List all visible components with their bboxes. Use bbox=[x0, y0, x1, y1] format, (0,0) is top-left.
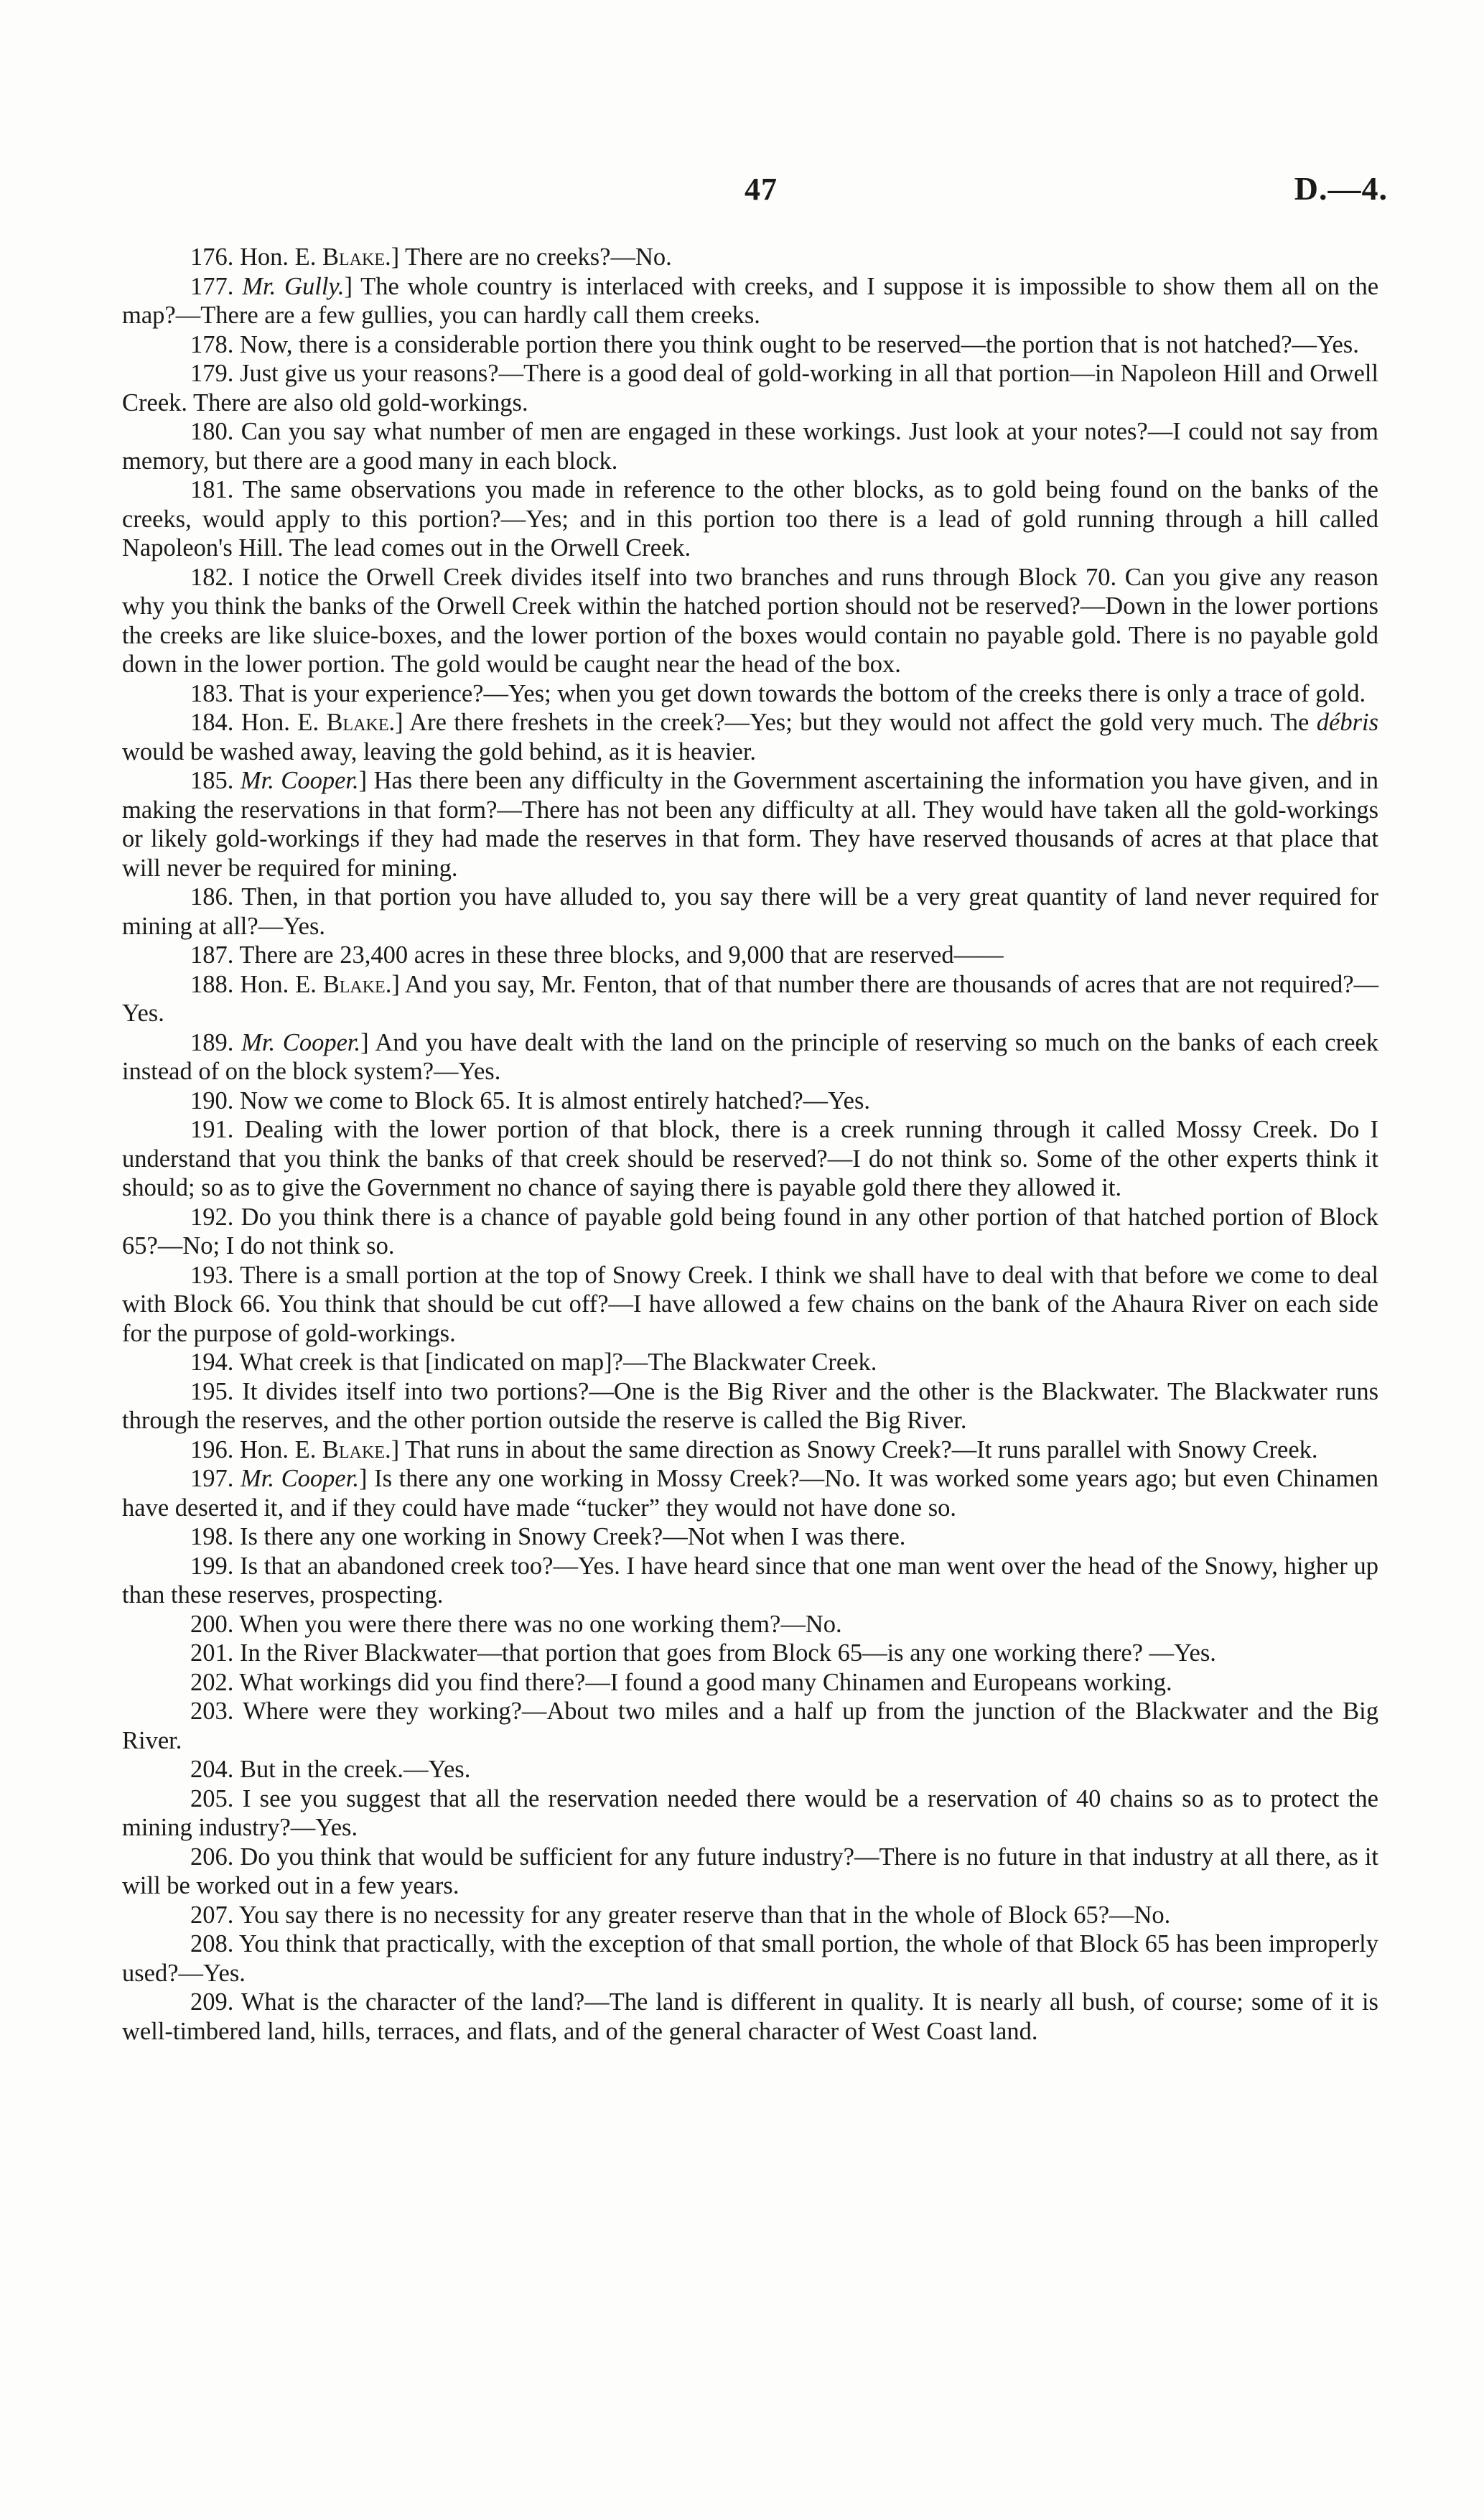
evidence-paragraph bbox=[122, 941, 1378, 970]
paragraph-text: But in the creek.—Yes. bbox=[240, 1756, 471, 1783]
evidence-paragraph bbox=[122, 1348, 1378, 1377]
speaker-name: Blake bbox=[322, 243, 385, 271]
question-number: 193. bbox=[190, 1261, 234, 1289]
page-number: 47 bbox=[745, 172, 778, 207]
question-number: 188. bbox=[190, 970, 234, 998]
paragraph-text: I see you suggest that all the reservation needed there would be a reservation of 40 chains so as to protect the mining industry?—Yes. bbox=[122, 1784, 1378, 1841]
paragraph-text: You say there is no necessity for any greater reserve than that in the whole of Block 65?—No. bbox=[238, 1901, 1171, 1929]
question-number: 204. bbox=[190, 1756, 234, 1783]
question-number: 207. bbox=[190, 1901, 234, 1929]
evidence-paragraph bbox=[122, 330, 1378, 360]
paragraph-text: What is the character of the land?—The land is different in quality. It is nearly all bush, of course; some of it is well-timbered land, hills, terraces, and flats, and of the general character of West Coast land. bbox=[122, 1988, 1378, 2045]
question-number: 205. bbox=[190, 1784, 234, 1812]
question-number: 196. bbox=[190, 1435, 234, 1463]
evidence-transcript bbox=[122, 243, 1378, 2046]
evidence-paragraph bbox=[122, 1784, 1378, 1843]
paragraph-text: I notice the Orwell Creek divides itself into two branches and runs through Block 70. Can you give any reason why you think the banks of the Orwell Creek within the hatched portion should not be reserved?—Down in the lower portions the creeks are like sluice-boxes, and the lower portion of the boxes would contain no payable gold. There is no payable gold down in the lower portion. The gold would be caught near the head of the box. bbox=[122, 563, 1379, 678]
evidence-paragraph bbox=[122, 1901, 1378, 1930]
evidence-paragraph bbox=[122, 708, 1378, 766]
question-number: 182. bbox=[190, 563, 234, 591]
question-number: 201. bbox=[190, 1639, 234, 1667]
paragraph-text: Now, there is a considerable portion there you think ought to be reserved—the portion that is not hatched?—Yes. bbox=[240, 330, 1359, 358]
question-number: 206. bbox=[190, 1843, 234, 1871]
paragraph-text: It divides itself into two portions?—One is the Big River and the other is the Blackwater. The Blackwater runs through the reserves, and the other portion outside the reserve is called the Big River. bbox=[122, 1377, 1378, 1434]
question-number: 208. bbox=[190, 1930, 234, 1957]
italic-text: Mr. Cooper. bbox=[241, 1465, 359, 1492]
paragraph-text: In the River Blackwater—that portion that goes from Block 65—is any one working there? —Yes. bbox=[240, 1639, 1216, 1667]
paragraph-text: Hon. E. bbox=[240, 1435, 322, 1463]
evidence-paragraph bbox=[122, 272, 1378, 330]
paragraph-text: Is there any one working in Snowy Creek?—Not when I was there. bbox=[240, 1523, 906, 1550]
paragraph-text: would be washed away, leaving the gold behind, as it is heavier. bbox=[122, 737, 757, 765]
evidence-paragraph bbox=[122, 1697, 1378, 1755]
paragraph-text: There is a small portion at the top of Snowy Creek. I think we shall have to deal with that before we come to deal with Block 66. You think that should be cut off?—I have allowed a few chains on the bank of the Ahaura River on each side for the purpose of gold-workings. bbox=[122, 1261, 1378, 1347]
evidence-paragraph bbox=[122, 1115, 1378, 1203]
speaker-name: Blake bbox=[322, 970, 386, 998]
question-number: 190. bbox=[190, 1086, 234, 1114]
paragraph-text: Hon. E. bbox=[240, 243, 322, 271]
question-number: 180. bbox=[190, 418, 234, 445]
question-number: 202. bbox=[190, 1668, 234, 1696]
question-number: 187. bbox=[190, 941, 234, 969]
paragraph-text: You think that practically, with the exception of that small portion, the whole of that Block 65 has been improperly used?—Yes. bbox=[122, 1930, 1378, 1987]
evidence-paragraph bbox=[122, 766, 1378, 883]
evidence-paragraph bbox=[122, 563, 1378, 679]
question-number: 191. bbox=[190, 1116, 234, 1143]
speaker-name: Blake bbox=[326, 709, 389, 736]
question-number: 178. bbox=[190, 330, 234, 358]
paragraph-text: The same observations you made in reference to the other blocks, as to gold being found on the banks of the creeks, would apply to this portion?—Yes; and in this portion too there is a lead of gold running through a hill called Napoleon's Hill. The lead comes out in the Orwell Creek. bbox=[122, 476, 1378, 562]
evidence-paragraph bbox=[122, 1988, 1378, 2046]
question-number: 179. bbox=[190, 360, 234, 387]
question-number: 199. bbox=[190, 1552, 234, 1580]
question-number: 184. bbox=[190, 709, 234, 736]
evidence-paragraph bbox=[122, 1610, 1378, 1639]
evidence-paragraph bbox=[122, 475, 1378, 563]
evidence-paragraph bbox=[122, 679, 1378, 709]
paragraph-text: Is that an abandoned creek too?—Yes. I have heard since that one man went over the head of the Snowy, higher up than these reserves, prospecting. bbox=[122, 1552, 1378, 1608]
evidence-paragraph bbox=[122, 1843, 1378, 1901]
evidence-paragraph bbox=[122, 243, 1378, 272]
paragraph-text: What creek is that [indicated on map]?—The Blackwater Creek. bbox=[239, 1349, 877, 1376]
paragraph-text: Just give us your reasons?—There is a good deal of gold-working in all that portion—in Napoleon Hill and Orwell Creek. There are also old gold-workings. bbox=[122, 360, 1379, 416]
paragraph-text: Hon. E. bbox=[240, 970, 323, 998]
question-number: 209. bbox=[190, 1988, 234, 2016]
question-number: 192. bbox=[190, 1203, 234, 1231]
paragraph-text: .] That runs in about the same direction as Snowy Creek?—It runs parallel with Snowy Creek. bbox=[385, 1435, 1318, 1463]
question-number: 189. bbox=[190, 1028, 234, 1056]
question-number: 194. bbox=[190, 1349, 234, 1376]
evidence-paragraph bbox=[122, 1464, 1378, 1522]
evidence-paragraph bbox=[122, 1929, 1378, 1988]
question-number: 203. bbox=[190, 1698, 234, 1725]
question-number: 177. bbox=[190, 272, 234, 300]
evidence-paragraph bbox=[122, 883, 1378, 941]
question-number: 195. bbox=[190, 1377, 234, 1405]
italic-text: Mr. Cooper. bbox=[240, 767, 359, 794]
question-number: 200. bbox=[190, 1610, 234, 1638]
paragraph-text: Now we come to Block 65. It is almost entirely hatched?—Yes. bbox=[240, 1086, 870, 1114]
evidence-paragraph bbox=[122, 1639, 1378, 1668]
paragraph-text: When you were there there was no one working them?—No. bbox=[239, 1610, 842, 1638]
paragraph-text: There are 23,400 acres in these three blocks, and 9,000 that are reserved—— bbox=[239, 941, 1004, 969]
question-number: 183. bbox=[190, 679, 234, 707]
speaker-name: Blake bbox=[322, 1435, 385, 1463]
evidence-paragraph bbox=[122, 1522, 1378, 1552]
paragraph-text: Then, in that portion you have alluded to, you say there will be a very great quantity of land never required for mining at all?—Yes. bbox=[122, 883, 1378, 940]
evidence-paragraph bbox=[122, 1435, 1378, 1465]
paragraph-text: ] Has there been any difficulty in the Government ascertaining the information you have given, and in making the reservations in that form?—There has not been any difficulty at all. They would have taken all the gold-workings or likely gold-workings if they had made the reserves in that form. They have reserved thousands of acres at that place that will never be required for mining. bbox=[122, 767, 1378, 882]
question-number: 198. bbox=[190, 1523, 234, 1550]
evidence-paragraph bbox=[122, 1668, 1378, 1698]
document-reference: D.—4. bbox=[1294, 170, 1388, 207]
question-number: 176. bbox=[190, 243, 234, 271]
evidence-paragraph bbox=[122, 970, 1378, 1028]
paragraph-text: ] The whole country is interlaced with creeks, and I suppose it is impossible to show them all on the map?—There are a few gullies, you can hardly call them creeks. bbox=[122, 272, 1379, 329]
question-number: 186. bbox=[190, 883, 234, 911]
evidence-paragraph bbox=[122, 1028, 1378, 1086]
paragraph-text: Can you say what number of men are engaged in these workings. Just look at your notes?—I could not say from memory, but there are a good many in each block. bbox=[122, 418, 1378, 475]
evidence-paragraph bbox=[122, 1261, 1378, 1349]
paragraph-text: Hon. E. bbox=[241, 709, 327, 736]
paragraph-text: .] Are there freshets in the creek?—Yes; but they would not affect the gold very much. The bbox=[388, 709, 1317, 736]
paragraph-text: ] Is there any one working in Mossy Creek?—No. It was worked some years ago; but even Chinamen have deserted it, and if they could have made “tucker” they would not have done so. bbox=[122, 1465, 1378, 1522]
evidence-paragraph bbox=[122, 1552, 1378, 1610]
paragraph-text: Dealing with the lower portion of that block, there is a creek running through it called Mossy Creek. Do I understand that you think the banks of that creek should be reserved?—I do not think so. Some of the other experts think it should; so as to give the Government no chance of saying there is payable gold there they allowed it. bbox=[122, 1116, 1379, 1201]
paragraph-text: .] There are no creeks?—No. bbox=[385, 243, 672, 271]
evidence-paragraph bbox=[122, 1755, 1378, 1784]
italic-text: débris bbox=[1316, 709, 1378, 736]
italic-text: Mr. Gully. bbox=[242, 272, 345, 300]
paragraph-text: ] And you have dealt with the land on the principle of reserving so much on the banks of each creek instead of on the block system?—Yes. bbox=[122, 1028, 1378, 1085]
italic-text: Mr. Cooper. bbox=[241, 1028, 361, 1056]
evidence-paragraph bbox=[122, 359, 1378, 417]
paragraph-text: Do you think that would be sufficient for any future industry?—There is no future in that industry at all there, as it will be worked out in a few years. bbox=[122, 1843, 1379, 1899]
evidence-paragraph bbox=[122, 1086, 1378, 1116]
paragraph-text: .] And you say, Mr. Fenton, that of that number there are thousands of acres that are not required?—Yes. bbox=[122, 970, 1379, 1027]
evidence-paragraph bbox=[122, 417, 1378, 475]
evidence-paragraph bbox=[122, 1377, 1378, 1435]
paragraph-text: Where were they working?—About two miles and a half up from the junction of the Blackwater and the Big River. bbox=[122, 1698, 1378, 1754]
question-number: 181. bbox=[190, 476, 234, 503]
question-number: 185. bbox=[190, 767, 234, 794]
evidence-paragraph bbox=[122, 1203, 1378, 1261]
paragraph-text: Do you think there is a chance of payable gold being found in any other portion of that hatched portion of Block 65?—No; I do not think so. bbox=[122, 1203, 1378, 1260]
paragraph-text: That is your experience?—Yes; when you get down towards the bottom of the creeks there is only a trace of gold. bbox=[239, 679, 1366, 707]
paragraph-text: What workings did you find there?—I found a good many Chinamen and Europeans working. bbox=[239, 1668, 1172, 1696]
question-number: 197. bbox=[190, 1465, 234, 1492]
